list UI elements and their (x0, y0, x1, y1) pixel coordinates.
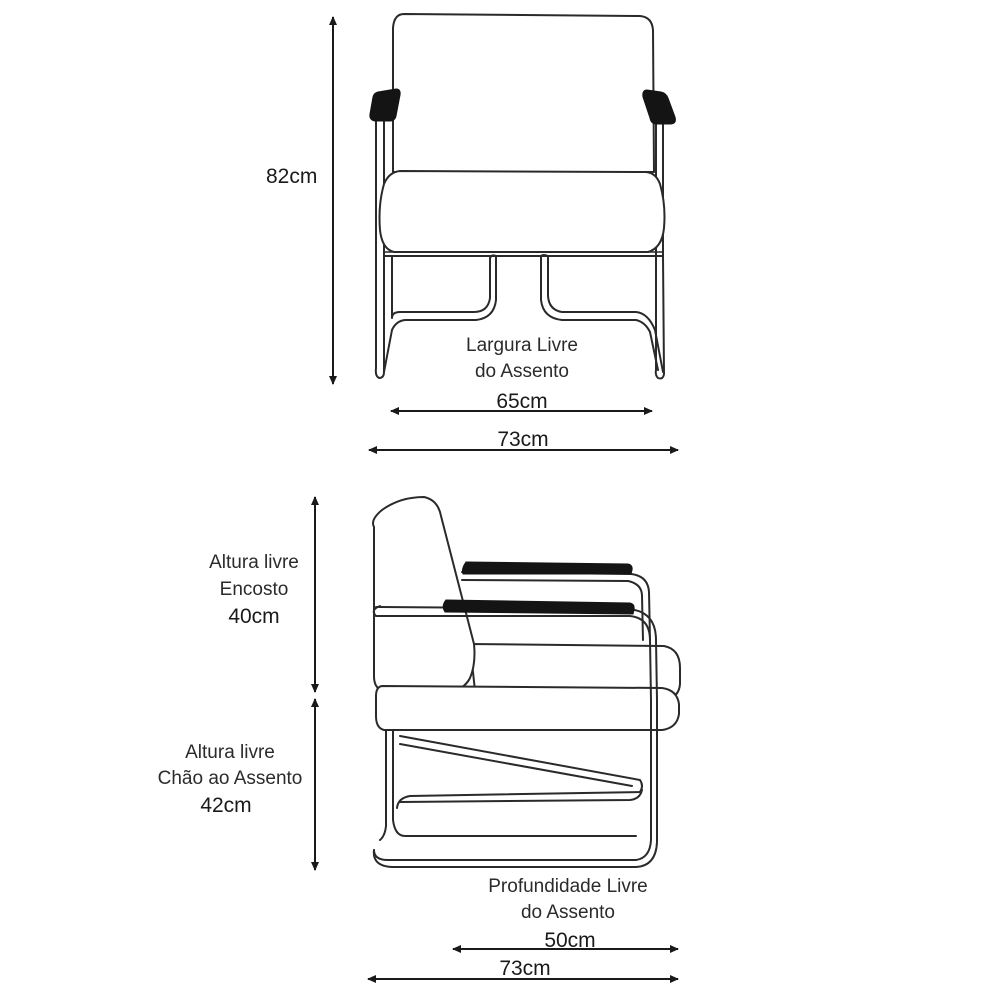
side-backrest (373, 497, 475, 692)
depth-label-line2: do Assento (520, 902, 616, 923)
backrest-label-line1: Altura livre (209, 552, 299, 573)
seat-width-label-line2: do Assento (474, 361, 570, 382)
total-width-value: 73cm (497, 428, 549, 451)
front-height-value: 82cm (266, 165, 318, 188)
front-view-chair (370, 14, 676, 379)
total-depth-value: 73cm (499, 957, 551, 980)
seat-height-value: 42cm (200, 794, 252, 817)
depth-value: 50cm (544, 929, 596, 952)
front-seat-cushion (380, 171, 665, 252)
seat-height-label-line2: Chão ao Assento (157, 768, 303, 789)
seat-width-label-line1: Largura Livre (466, 335, 578, 356)
backrest-height-value: 40cm (228, 605, 280, 628)
side-front-armrest (443, 600, 634, 614)
seat-width-value: 65cm (496, 390, 548, 413)
side-seat-cushion (376, 686, 679, 730)
front-backrest (393, 14, 654, 172)
front-left-armrest (370, 89, 400, 121)
depth-label-line1: Profundidade Livre (488, 876, 648, 897)
side-view-chair (373, 497, 680, 867)
backrest-label-line2: Encosto (219, 579, 289, 600)
seat-height-label-line1: Altura livre (185, 742, 275, 763)
side-rear-armrest (462, 562, 632, 574)
